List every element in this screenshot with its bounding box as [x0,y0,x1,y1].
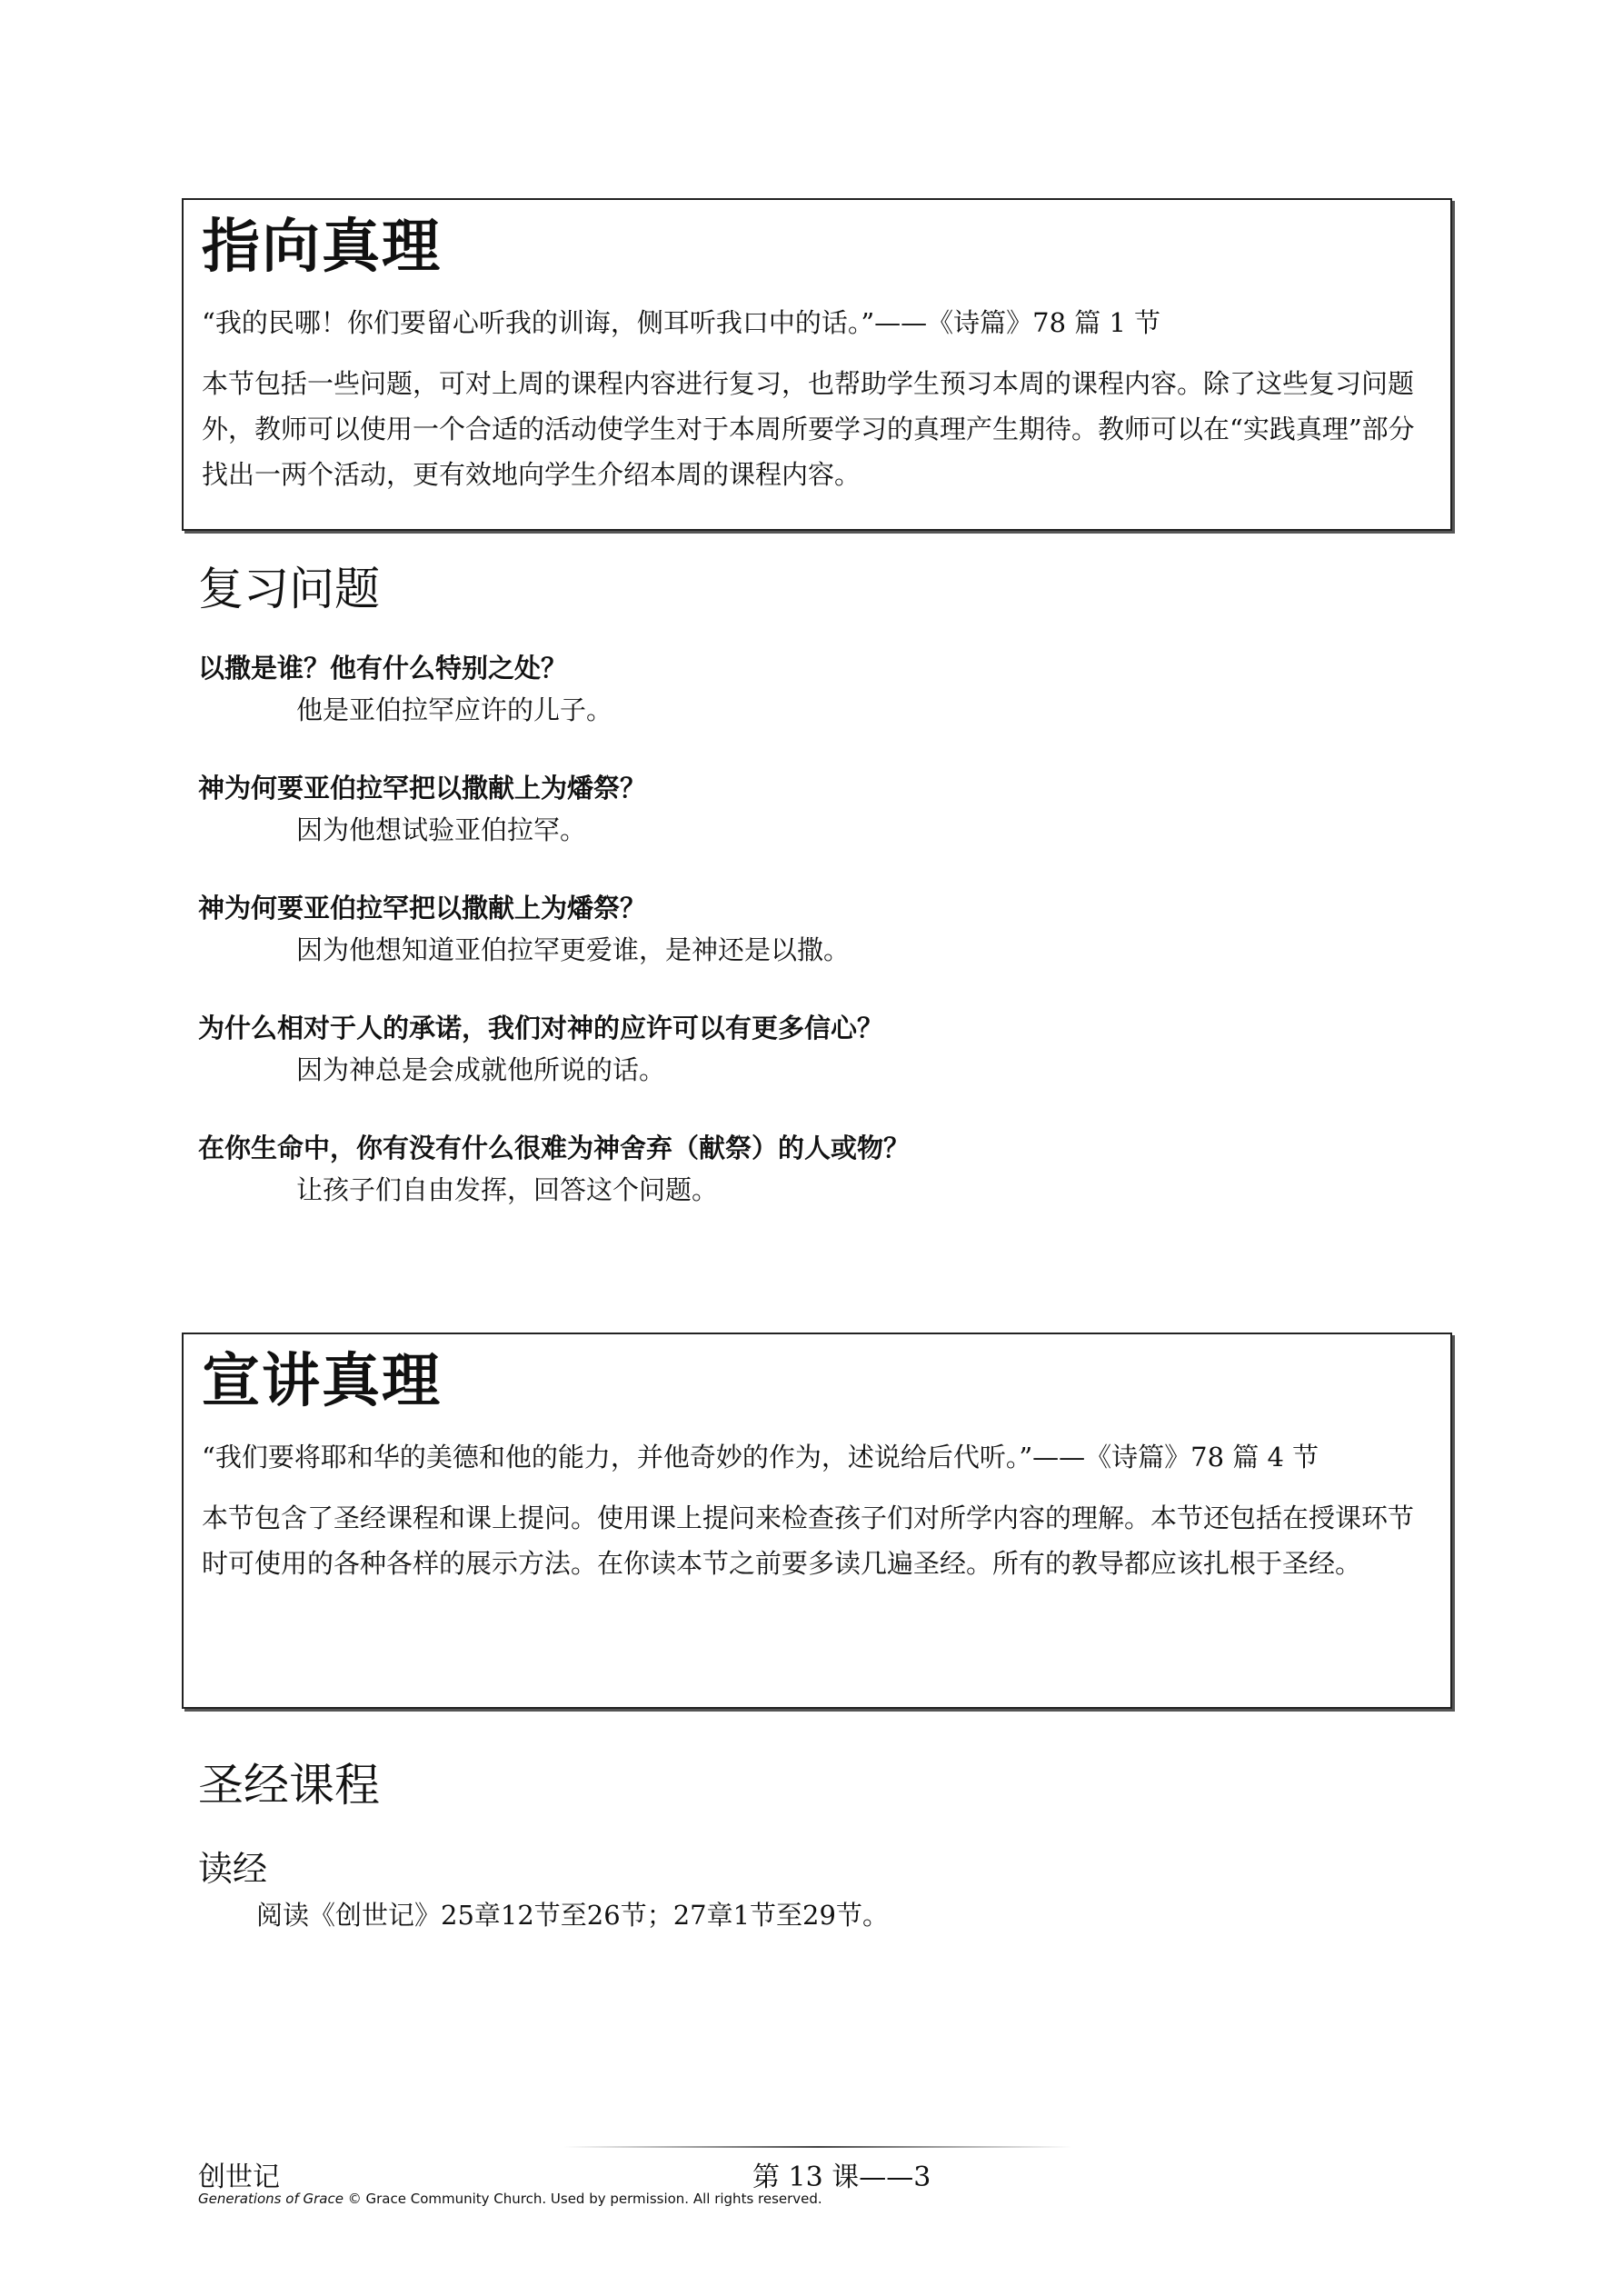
box-title: 指向真理 [202,213,442,281]
question: 在你生命中，你有没有什么很难为神舍弃（献祭）的人或物？ [198,1133,911,1163]
question: 神为何要亚伯拉罕把以撒献上为燔祭？ [198,773,647,804]
question: 以撒是谁？他有什么特别之处？ [198,653,568,684]
reading-assignment: 阅读《创世记》25章12节至26节；27章1节至29节。 [256,1899,889,1931]
review-questions-section [198,562,1452,1247]
qa-item [198,767,1452,851]
footer-copyright [198,2191,822,2207]
answer: 让孩子们自由发挥，回答这个问题。 [296,1174,719,1205]
footer-divider [563,2146,1072,2148]
question: 为什么相对于人的承诺，我们对神的应许可以有更多信心？ [198,1013,884,1043]
box-description: 本节包含了圣经课程和课上提问。使用课上提问来检查孩子们对所学内容的理解。本节还包括在授课环节时可使用的各种各样的展示方法。在你读本节之前要多读几遍圣经。所有的教导都应该扎根于圣经。 [202,1502,1415,1579]
proclaim-truth-box [182,1333,1452,1709]
qa-item [198,647,1452,731]
answer: 因为他想试验亚伯拉罕。 [296,814,587,845]
bible-lesson-section [198,1758,1452,1936]
copyright-title: Generations of Grace [198,2191,344,2207]
section-heading: 复习问题 [198,563,380,615]
qa-item [198,1127,1452,1211]
box-title: 宣讲真理 [202,1347,442,1415]
qa-item [198,887,1452,971]
point-to-truth-box [182,198,1452,531]
answer: 因为他想知道亚伯拉罕更爱谁，是神还是以撒。 [296,934,851,965]
scripture-quote: “我的民哪！你们要留心听我的训诲，侧耳听我口中的话。”——《诗篇》78 篇 1 节 [202,306,1161,338]
footer-page-number: 第 13 课——3 [752,2161,931,2193]
footer-book-title: 创世记 [198,2161,280,2193]
section-heading: 圣经课程 [198,1759,380,1812]
box-description: 本节包括一些问题，可对上周的课程内容进行复习，也帮助学生预习本周的课程内容。除了这些复习问题外，教师可以使用一个合适的活动使学生对于本周所要学习的真理产生期待。教师可以在“实践真理”部分找出一两个活动，更有效地向学生介绍本周的课程内容。 [202,367,1415,490]
subsection-heading: 读经 [198,1849,268,1889]
answer: 因为神总是会成就他所说的话。 [296,1054,666,1085]
copyright-text: © Grace Community Church. Used by permission. All rights reserved. [343,2191,822,2207]
qa-item [198,1007,1452,1091]
answer: 他是亚伯拉罕应许的儿子。 [296,694,613,725]
question: 神为何要亚伯拉罕把以撒献上为燔祭？ [198,893,647,923]
scripture-quote: “我们要将耶和华的美德和他的能力，并他奇妙的作为，述说给后代听。”——《诗篇》78 篇 4 节 [202,1441,1319,1472]
